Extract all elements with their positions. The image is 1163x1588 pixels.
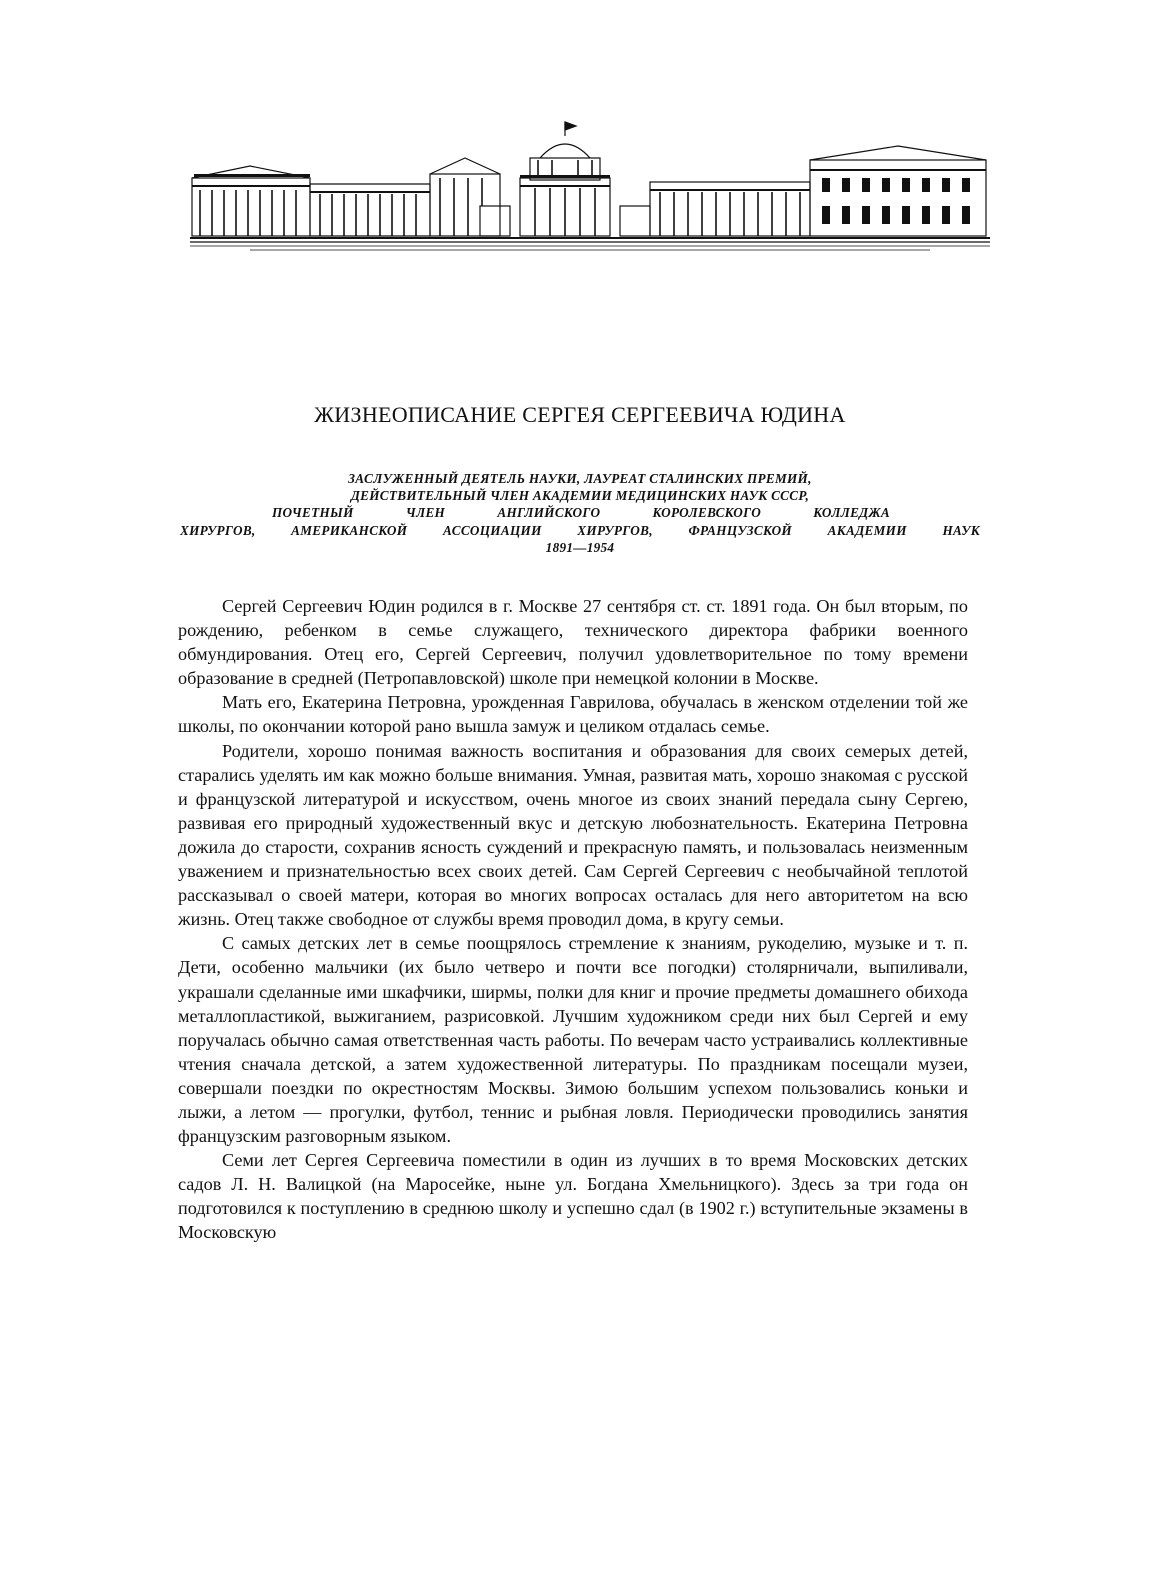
paragraph: Семи лет Сергея Сергеевича поместили в один из лучших в то время Московских детских садов Л. Н. Валицкой (на Маросейке, ныне ул. Богдана Хмельницкого). Здесь за три года он подготовился к поступлению в среднюю школу и успешно сдал (в 1902 г.) вступительные экзамены в Московскую [178, 1150, 968, 1243]
paragraph: С самых детских лет в семье поощрялось стремление к знаниям, рукоделию, музыке и т. п. Дети, особенно мальчики (их было четверо и почти все погодки) столярничали, выпиливали, украшали сделанные ими шкафчики, ширмы, полки для книг и прочие предметы домашнего обихода металлопластикой, выжиганием, разрисовкой. Лучшим художником среди них был Сергей и ему поручалась обычно самая ответственная часть работы. По вечерам часто устраивались коллективные чтения сначала детской, а затем художественной литературы. По праздникам посещали музеи, совершали поездки по окрестностям Москвы. Зимою большим успехом пользовались коньки и лыжи, а летом — прогулки, футбол, теннис и рыбная ловля. Периодически проводились занятия французским разговорным языком. [178, 933, 968, 1147]
paragraph: Сергей Сергеевич Юдин родился в г. Москве 27 сентября ст. ст. 1891 года. Он был вторым, по рождению, ребенком в семье служащего, технического директора фабрики военного обмундирования. Отец его, Сергей Сергеевич, получил удовлетворительное по тому времени образование в средней (Петропавловской) школе при немецкой колонии в Москве. [178, 596, 968, 689]
paragraph: Мать его, Екатерина Петровна, урожденная Гаврилова, обучалась в женском отделении той же школы, по окончании которой рано вышла замуж и целиком отдалась семье. [178, 692, 968, 737]
subtitle-line: ПОЧЕТНЫЙ ЧЛЕН АНГЛИЙСКОГО КОРОЛЕВСКОГО КОЛЛЕДЖА [272, 505, 890, 521]
palace-engraving-illustration [190, 118, 990, 258]
palace-engraving-icon [190, 122, 990, 250]
page-title: ЖИЗНЕОПИСАНИЕ СЕРГЕЯ СЕРГЕЕВИЧА ЮДИНА [314, 402, 846, 427]
subtitle-years: 1891—1954 [545, 539, 615, 555]
subtitle-line: ЗАСЛУЖЕННЫЙ ДЕЯТЕЛЬ НАУКИ, ЛАУРЕАТ СТАЛИНСКИХ ПРЕМИЙ, [348, 471, 812, 486]
subtitle-line: ДЕЙСТВИТЕЛЬНЫЙ ЧЛЕН АКАДЕМИИ МЕДИЦИНСКИХ НАУК СССР, [350, 488, 810, 504]
paragraph: Родители, хорошо понимая важность воспитания и образования для своих семерых детей, старались уделять им как можно больше внимания. Умная, развитая мать, хорошо знакомая с русской и французской литературой и искусством, очень многое из своих знаний передала сыну Сергею, развивая его природный художественный вкус и детскую любознательность. Екатерина Петровна дожила до старости, сохранив ясность суждений и прекрасную память, и пользовалась неизменным уважением и признательностью всех своих детей. Сам Сергей Сергеевич с необычайной теплотой рассказывал о своей матери, которая во многих вопросах осталась для него авторитетом на всю жизнь. Отец также свободное от службы время проводил дома, в кругу семьи. [178, 740, 968, 930]
article-body [178, 594, 968, 1245]
subtitle-line: ХИРУРГОВ, АМЕРИКАНСКОЙ АССОЦИАЦИИ ХИРУРГОВ, ФРАНЦУЗСКОЙ АКАДЕМИИ НАУК [180, 522, 980, 538]
subtitle-block [180, 470, 980, 556]
